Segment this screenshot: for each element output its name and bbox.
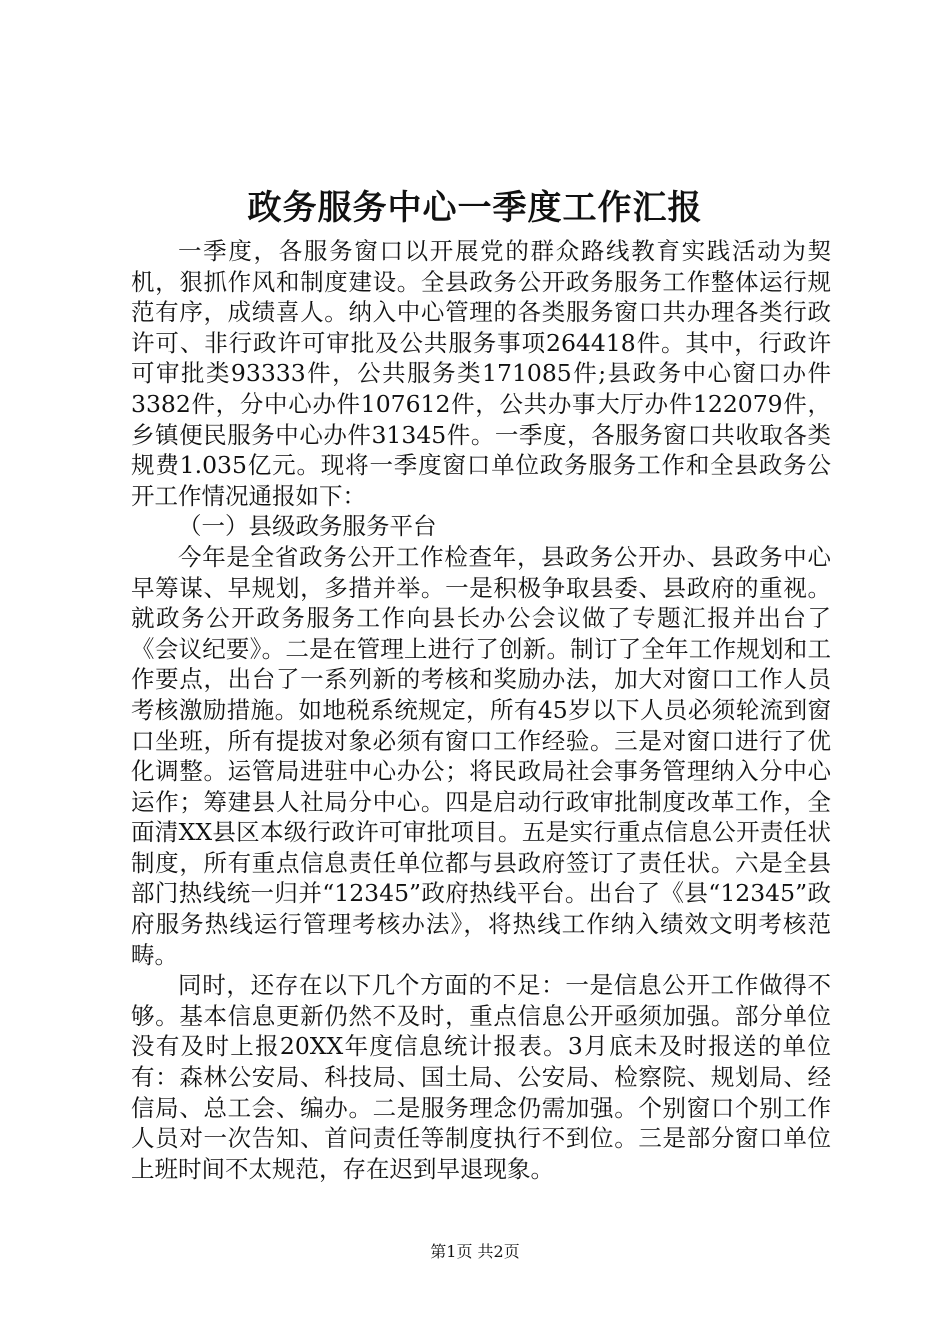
page-footer <box>0 1242 950 1262</box>
paragraph-shortcomings: 同时，还存在以下几个方面的不足：一是信息公开工作做得不够。基本信息更新仍然不及时，重点信息公开亟须加强。部分单位没有及时上报20XX年度信息统计报表。3月底未及时报送的单位有：森林公安局、科技局、国土局、公安局、检察院、规划局、经信局、总工会、编办。二是服务理念仍需加强。个别窗口个别工作人员对一次告知、首问责任等制度执行不到位。三是部分窗口单位上班时间不太规范，存在迟到早退现象。 <box>131 971 831 1183</box>
page-number: 第1页 <box>430 1242 473 1261</box>
paragraph-intro: 一季度，各服务窗口以开展党的群众路线教育实践活动为契机，狠抓作风和制度建设。全县政务公开政务服务工作整体运行规范有序，成绩喜人。纳入中心管理的各类服务窗口共办理各类行政许可、非行政许可审批及公共服务事项264418件。其中，行政许可审批类93333件，公共服务类171085件;县政务中心窗口办件3382件，分中心办件107612件，公共办事大厅办件122079件，乡镇便民服务中心办件31345件。一季度，各服务窗口共收取各类规费1.035亿元。现将一季度窗口单位政务服务工作和全县政务公开工作情况通报如下： <box>131 237 831 510</box>
document-title: 政务服务中心一季度工作汇报 <box>247 188 703 228</box>
section-heading: （一）县级政务服务平台 <box>178 512 437 541</box>
page-total: 共2页 <box>477 1242 520 1261</box>
paragraph-platform: 今年是全省政务公开工作检查年，县政务公开办、县政务中心早筹谋、早规划，多措并举。一是积极争取县委、县政府的重视。就政务公开政务服务工作向县长办公会议做了专题汇报并出台了《会议纪要》。二是在管理上进行了创新。制订了全年工作规划和工作要点，出台了一系列新的考核和奖励办法，加大对窗口工作人员考核激励措施。如地税系统规定，所有45岁以下人员必须轮流到窗口坐班，所有提拔对象必须有窗口工作经验。三是对窗口进行了优化调整。运管局进驻中心办公；将民政局社会事务管理纳入分中心运作；筹建县人社局分中心。四是启动行政审批制度改革工作，全面清XX县区本级行政许可审批项目。五是实行重点信息公开责任状制度，所有重点信息责任单位都与县政府签订了责任状。六是全县部门热线统一归并“12345”政府热线平台。出台了《县“12345”政府服务热线运行管理考核办法》，将热线工作纳入绩效文明考核范畴。 <box>131 542 831 969</box>
document-body <box>131 236 831 1184</box>
